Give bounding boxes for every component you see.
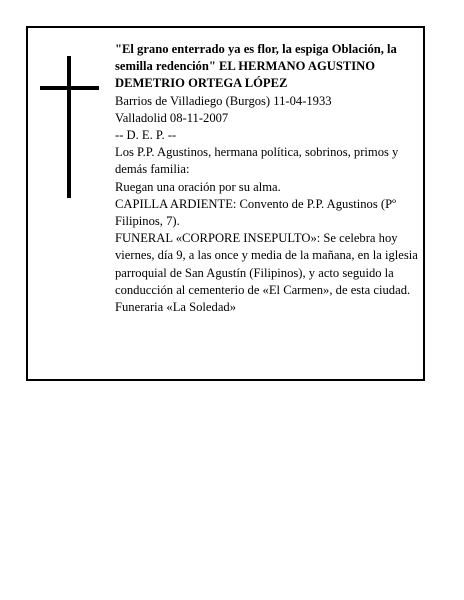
birth-line: Barrios de Villadiego (Burgos) 11-04-1933 (115, 93, 332, 108)
notice-body (115, 41, 427, 316)
prayer-request-line: Ruegan una oración por su alma. (115, 179, 281, 194)
death-line: Valladolid 08-11-2007 (115, 110, 229, 125)
cross-horizontal-bar (40, 86, 99, 90)
obituary-notice (26, 26, 425, 381)
family-line: Los P.P. Agustinos, hermana política, sobrinos, primos y demás familia: (115, 145, 399, 177)
cross-vertical-bar (67, 56, 71, 198)
notice-headline: "El grano enterrado ya es flor, la espiga Oblación, la semilla redención" EL HERMANO AGUSTINO DEMETRIO ORTEGA LÓPEZ (115, 42, 397, 91)
funeral-line: FUNERAL «CORPORE INSEPULTO»: Se celebra hoy viernes, día 9, a las once y media de la mañana, en la iglesia parroquial de San Agustín (Filipinos), y acto seguido la conducción al cementerio de «El Carmen», de esta ciudad. (115, 231, 418, 297)
chapel-line: CAPILLA ARDIENTE: Convento de P.P. Agustinos (Pº Filipinos, 7). (115, 196, 396, 229)
rip-line: -- D. E. P. -- (115, 128, 177, 143)
funeral-home-line: Funeraria «La Soledad» (115, 300, 236, 315)
